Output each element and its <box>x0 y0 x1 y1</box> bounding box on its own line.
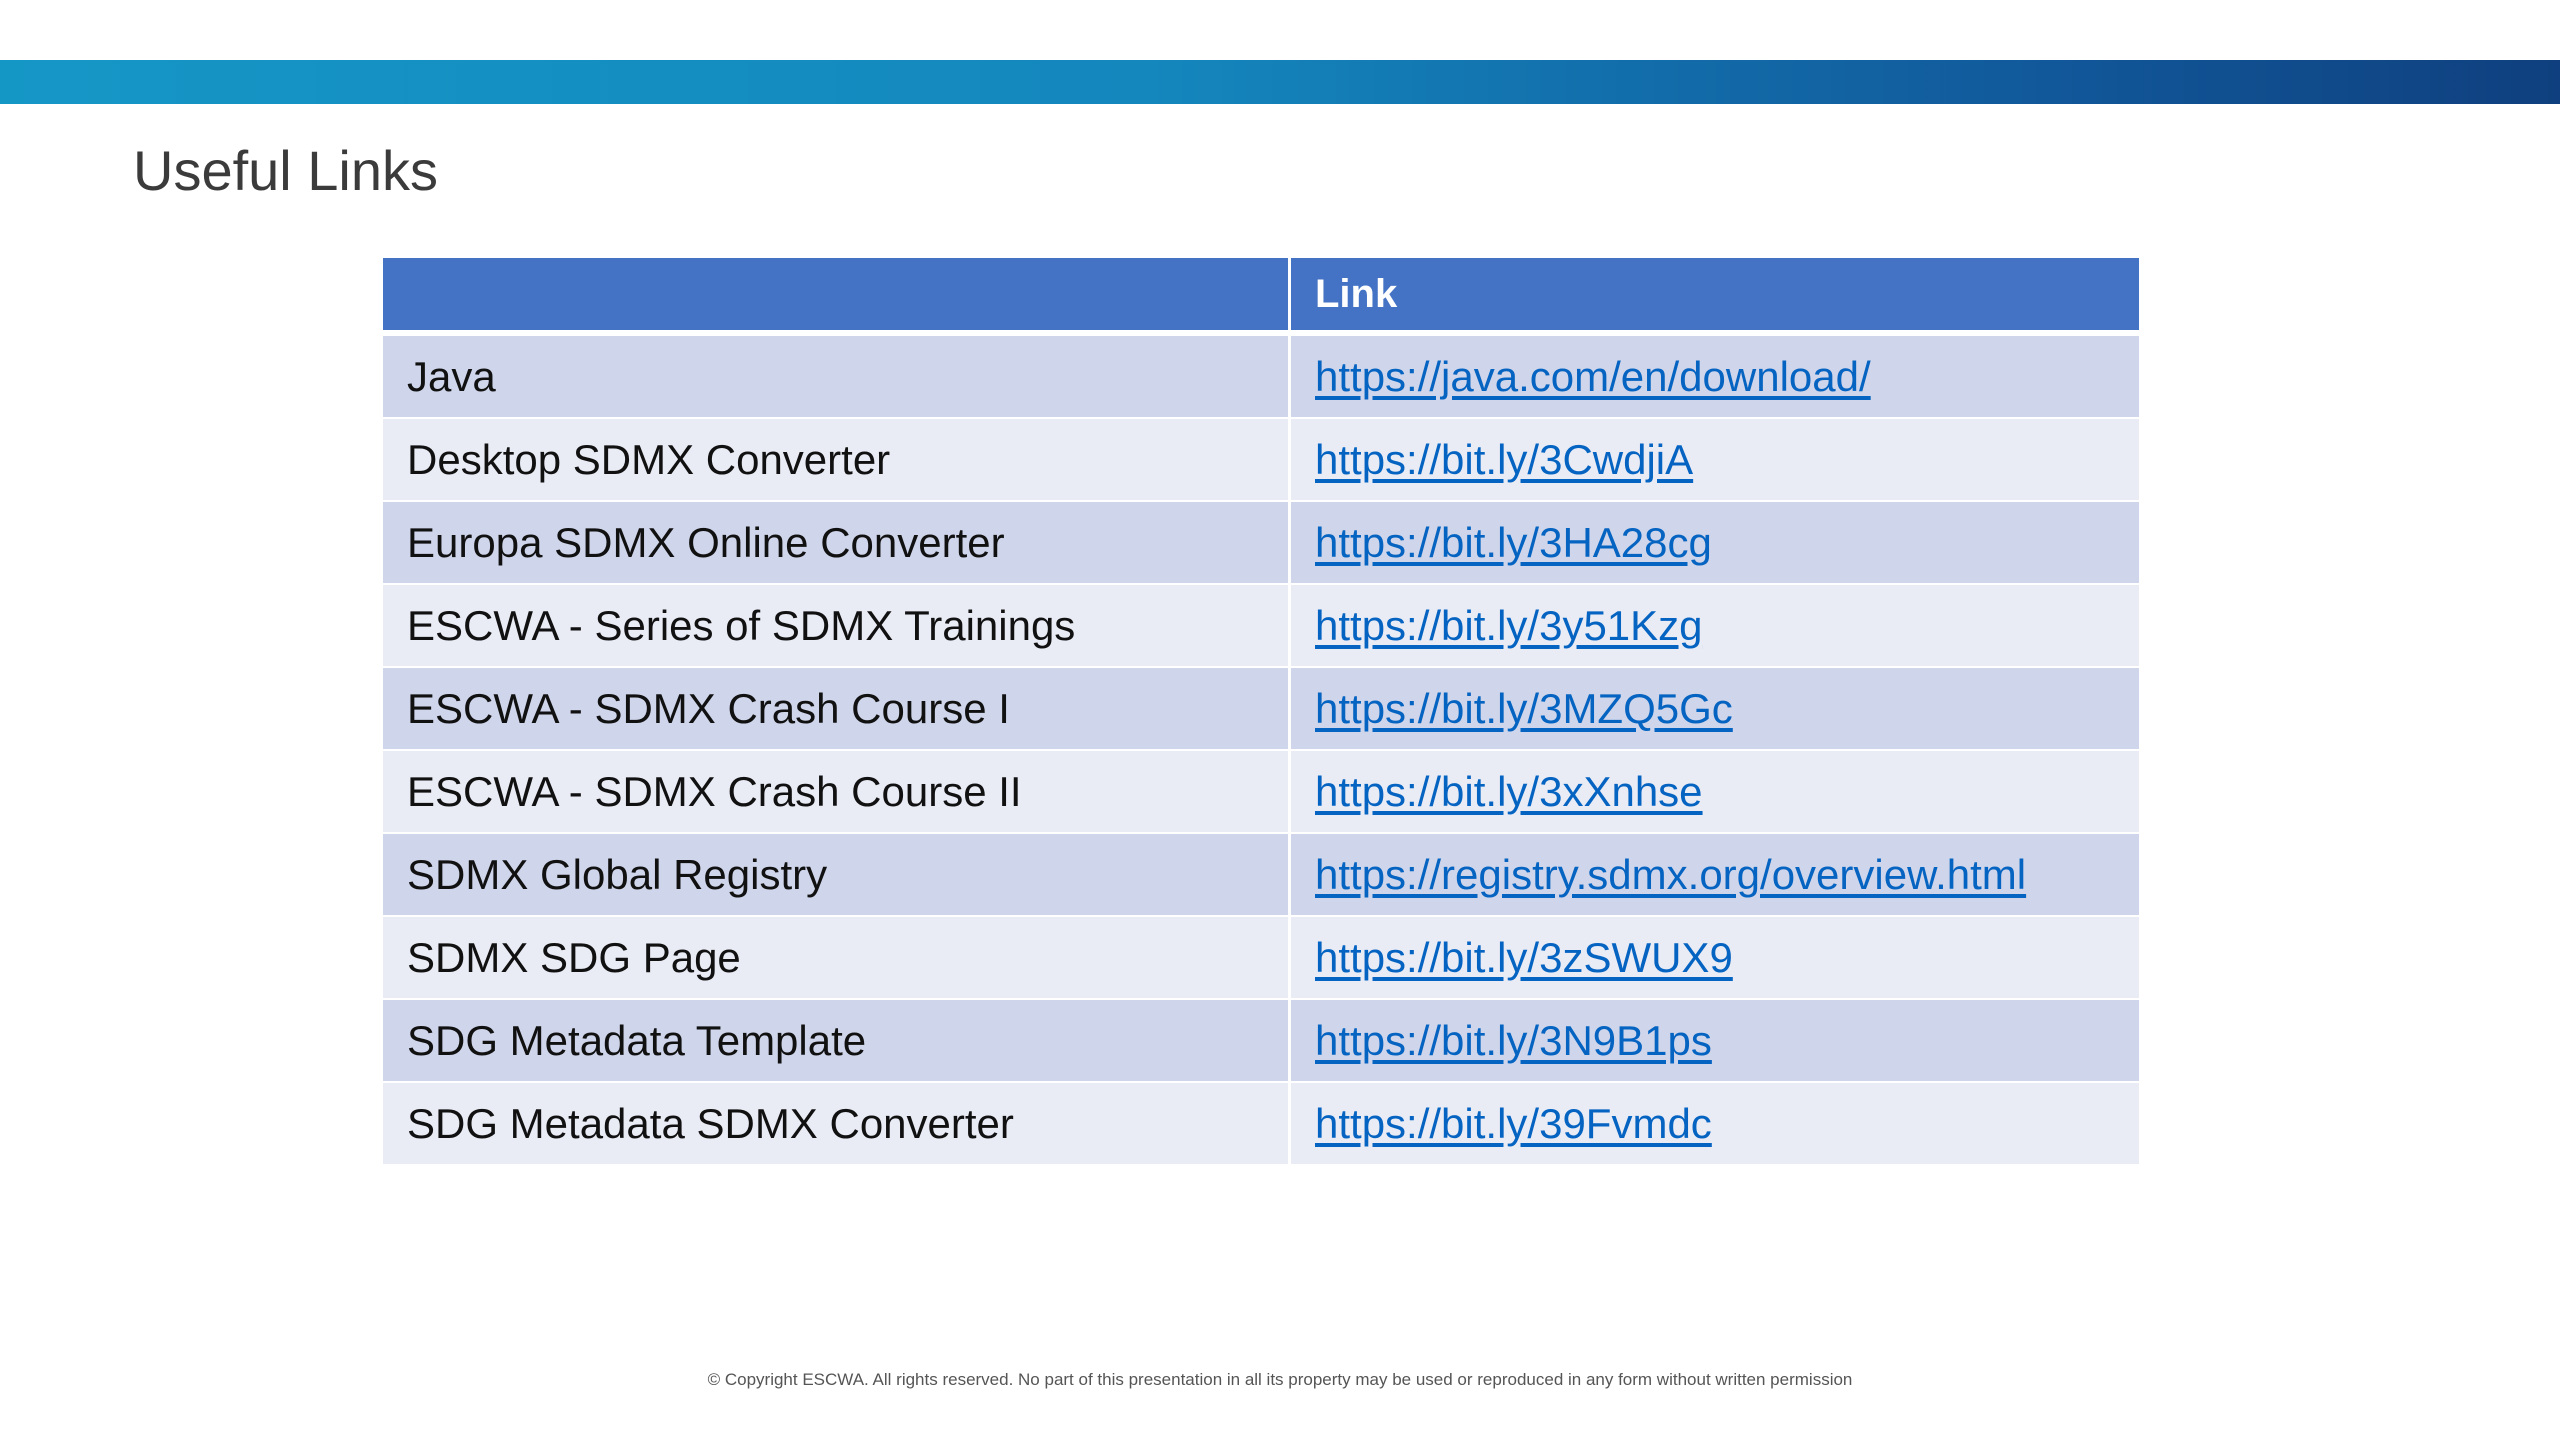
resource-name: Europa SDMX Online Converter <box>383 502 1291 585</box>
column-header-link: Link <box>1291 258 2139 336</box>
table-row <box>383 502 2139 585</box>
resource-name: ESCWA - SDMX Crash Course I <box>383 668 1291 751</box>
resource-name: ESCWA - Series of SDMX Trainings <box>383 585 1291 668</box>
resource-link[interactable]: https://bit.ly/3y51Kzg <box>1315 601 1703 649</box>
resource-link[interactable]: https://java.com/en/download/ <box>1315 352 1871 400</box>
resource-link[interactable]: https://bit.ly/3zSWUX9 <box>1315 933 1733 981</box>
resource-name: Desktop SDMX Converter <box>383 419 1291 502</box>
resource-name: SDMX SDG Page <box>383 917 1291 1000</box>
table-row <box>383 668 2139 751</box>
slide-title: Useful Links <box>133 139 439 202</box>
column-header-name <box>383 258 1291 336</box>
resource-name: SDG Metadata SDMX Converter <box>383 1083 1291 1166</box>
table-row <box>383 834 2139 917</box>
resource-name: SDMX Global Registry <box>383 834 1291 917</box>
links-table <box>383 258 2139 1166</box>
table-row <box>383 1000 2139 1083</box>
table-row <box>383 585 2139 668</box>
resource-link[interactable]: https://bit.ly/3HA28cg <box>1315 518 1712 566</box>
copyright-footer: © Copyright ESCWA. All rights reserved. No part of this presentation in all its property may be used or reproduced in any form without written permission <box>707 1370 1853 1389</box>
table-row <box>383 336 2139 419</box>
resource-link[interactable]: https://bit.ly/3N9B1ps <box>1315 1016 1712 1064</box>
table-row <box>383 419 2139 502</box>
resource-link[interactable]: https://registry.sdmx.org/overview.html <box>1315 850 2027 898</box>
resource-link[interactable]: https://bit.ly/3CwdjiA <box>1315 435 1694 483</box>
table-row <box>383 751 2139 834</box>
header-band <box>0 60 2560 104</box>
resource-link[interactable]: https://bit.ly/39Fvmdc <box>1315 1099 1712 1147</box>
resource-name: SDG Metadata Template <box>383 1000 1291 1083</box>
resource-link[interactable]: https://bit.ly/3xXnhse <box>1315 767 1703 815</box>
resource-name: Java <box>383 336 1291 419</box>
table-header-row <box>383 258 2139 336</box>
table-row <box>383 1083 2139 1166</box>
resource-name: ESCWA - SDMX Crash Course II <box>383 751 1291 834</box>
resource-link[interactable]: https://bit.ly/3MZQ5Gc <box>1315 684 1733 732</box>
table-row <box>383 917 2139 1000</box>
